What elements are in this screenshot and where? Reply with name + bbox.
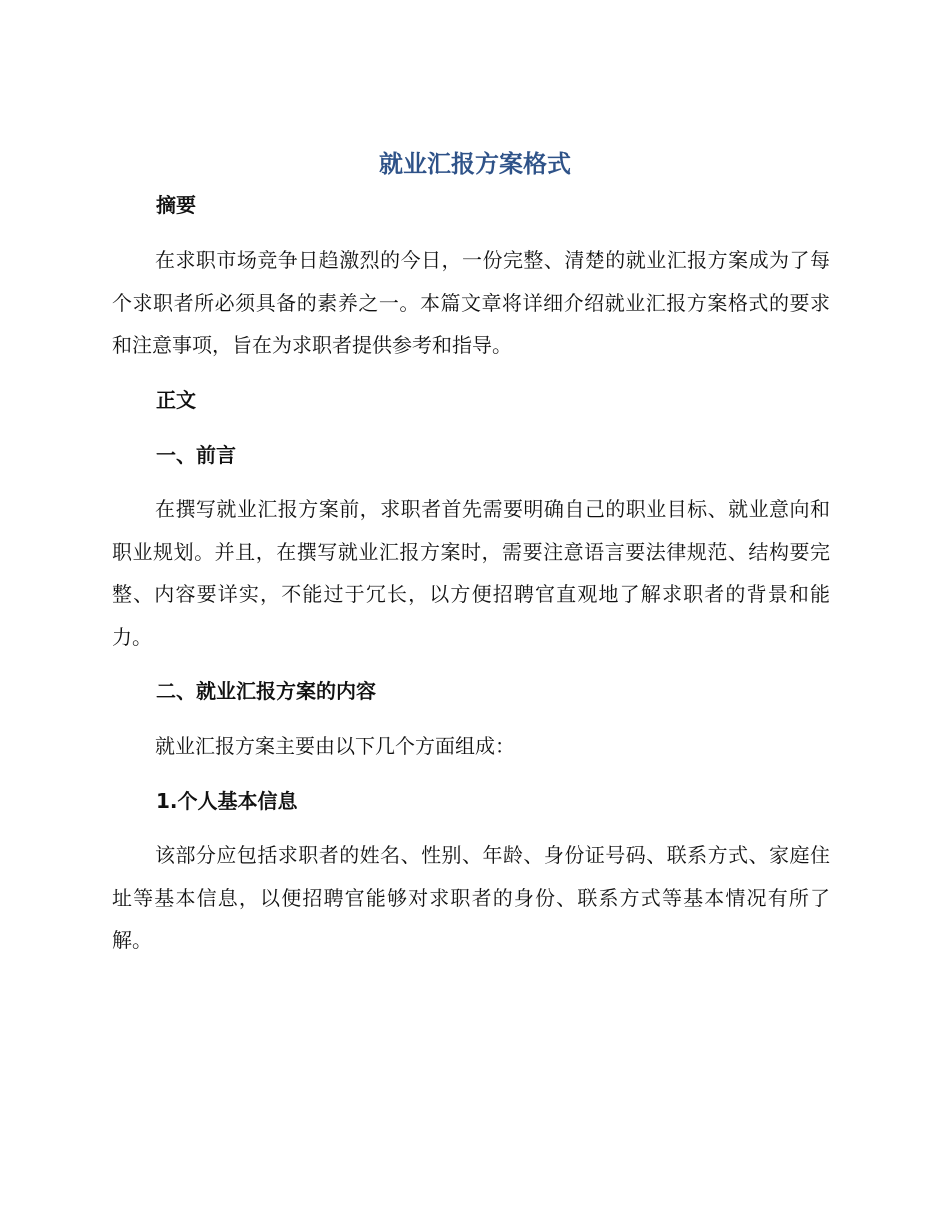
- section-heading-content: 二、就业汇报方案的内容: [156, 679, 376, 703]
- body-heading: 正文: [156, 388, 196, 412]
- abstract-heading: 摘要: [156, 193, 196, 217]
- subsection-heading-personal-info: 1.个人基本信息: [156, 789, 298, 813]
- personal-info-paragraph: 该部分应包括求职者的姓名、性别、年龄、身份证号码、联系方式、家庭住址等基本信息，以便招聘官能够对求职者的身份、联系方式等基本情况有所了解。: [112, 843, 830, 952]
- abstract-paragraph: 在求职市场竞争日趋激烈的今日，一份完整、清楚的就业汇报方案成为了每个求职者所必须具备的素养之一。本篇文章将详细介绍就业汇报方案格式的要求和注意事项，旨在为求职者提供参考和指导。: [112, 248, 830, 357]
- section-heading-preface: 一、前言: [156, 443, 236, 467]
- preface-paragraph: 在撰写就业汇报方案前，求职者首先需要明确自己的职业目标、就业意向和职业规划。并且，在撰写就业汇报方案时，需要注意语言要法律规范、结构要完整、内容要详实，不能过于冗长，以方便招聘官直观地了解求职者的背景和能力。: [112, 497, 830, 649]
- document-title: 就业汇报方案格式: [379, 150, 571, 178]
- content-intro-paragraph: 就业汇报方案主要由以下几个方面组成：: [155, 734, 515, 758]
